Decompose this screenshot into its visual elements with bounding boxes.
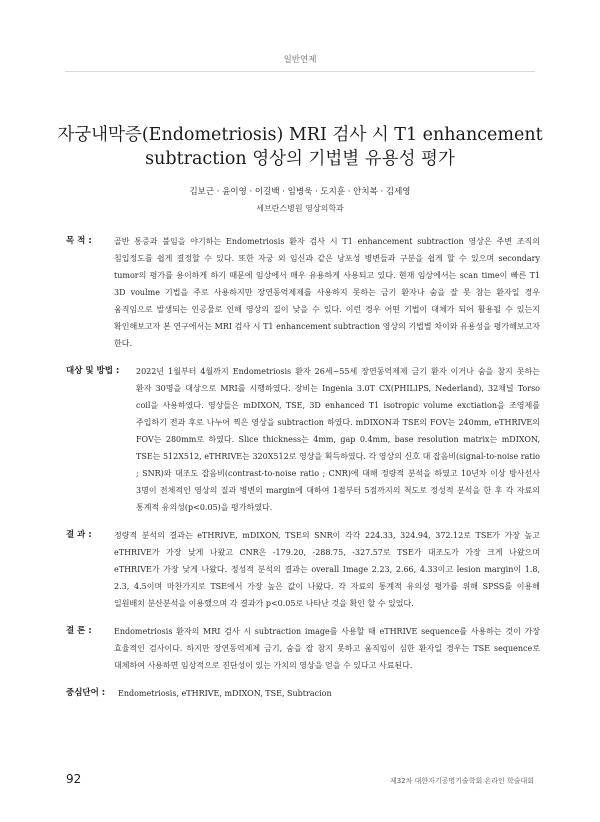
paper-title (40, 123, 560, 171)
section-conclusion (66, 623, 540, 674)
page-number: 92 (66, 772, 82, 786)
conference-name: 제32차 대한자기공명기술학회 온라인 학술대회 (389, 777, 534, 785)
section-methods (66, 363, 540, 516)
section-text-methods: 2022년 1월부터 4월까지 Endometriosis 환자 26세~55세 장연동억제제 금기 환자 이거나 숨을 참지 못하는 환자 30명을 대상으로 MRI를 시행하였다. 장비는 Ingenia 3.0T CX(PHILIPS, Nederland), 32채널 Torso coil을 사용하였다. 영상들은 mDIXON, TSE, 3D enhanced T1 isotropic volume exctiation을 조영제를 주입하기 전과 후로 나누어 찍은 영상을 subtraction 하였다. mDIXON과 TSE의 FOV는 240mm, eTHRIVE의 FOV는 280mm로 하였다. Slice thickness는 4mm, gap 0.4mm, base resolution matrix는 mDIXON, TSE는 512X512, eTHRIVE는 320X512로 영상을 획득하였다. 각 영상의 신호 대 잡음비(signal-to-noise ratio ; SNR)와 대조도 잡음비(contrast-to-noise ratio ; CNR)에 대해 정량적 분석을 하였고 10년차 이상 방사선사 3명이 전체적인 영상의 질과 병변의 margin에 대하여 1점부터 5점까지의 척도로 정성적 분석을 한 후 각 자료의 통계적 유의성(p<0.05)을 평가하였다. (136, 367, 540, 512)
section-keywords (66, 685, 540, 702)
header-divider (65, 71, 535, 72)
section-text-purpose: 골반 통증과 불임을 야기하는 Endometriosis 환자 검사 시 T1 enhancement subtraction 영상은 주변 조직의 침입정도를 쉽게 결정할 수 있다. 또한 자궁 외 임신과 같은 낭포성 병변들과 구분을 쉽게 할 수 있으며 secondary tumor의 평가를 용이하게 하기 때문에 임상에서 매우 유용하게 사용되고 있다. 현재 임상에서는 scan time이 빠른 T1 3D voulme 기법을 주로 사용하지만 장연동억제제를 사용하지 못하는 금기 환자나 숨을 잘 못 참는 환자일 경우 움직임으로 발생되는 인공물로 인해 영상의 질이 낮을 수 있다. 이런 경우 어떤 기법이 대체가 되어 활용될 수 있는지 확인해보고자 본 연구에서는 MRI 검사 시 T1 enhancement subtraction 영상의 기법별 차이와 유용성을 평가해보고자 한다. (114, 237, 540, 348)
title-line-2: subtraction 영상의 기법별 유용성 평가 (145, 149, 455, 169)
section-purpose (66, 233, 540, 352)
section-text-conclusion: Endometriosis 환자의 MRI 검사 시 subtraction image를 사용할 때 eTHRIVE sequence를 사용하는 것이 가장 효율적인 검사이다. 하지만 장연동억제제 금기, 숨을 잘 참지 못하고 움직임이 심한 환자일 경우는 TSE sequence로 대체하여 사용하면 임상적으로 진단성이 있는 가치의 영상을 얻을 수 있다고 사료된다. (114, 627, 540, 670)
section-text-results: 정량적 분석의 결과는 eTHRIVE, mDIXON, TSE의 SNR이 각각 224.33, 324.94, 372.12로 TSE가 가장 높고 eTHRIVE가 가장 낮게 나왔고 CNR은 -179.20, -288.75, -327.57로 TSE가 대조도가 가장 크게 나왔으며 eTHRIVE가 가장 낮게 나왔다. 정성적 분석의 결과는 overall Image 2.23, 2.66, 4.33이고 lesion margin이 1.8, 2.3, 4.5이며 마찬가지로 TSE에서 가장 높은 값이 나왔다. 각 자료의 통계적 유의성 평가를 위해 SPSS를 이용해 일원배치 분산분석을 이용했으며 각 결과가 p<0.05로 나타난 것을 확인 할 수 있었다. (114, 531, 540, 608)
section-label-results: 결 과 : (66, 530, 92, 540)
section-label-purpose: 목 적 : (66, 236, 92, 246)
affiliation: 세브란스병원 영상의학과 (256, 204, 344, 213)
section-label-conclusion: 결 론 : (66, 626, 92, 636)
section-label-methods: 대상 및 방법 : (66, 366, 120, 376)
section-results (66, 527, 540, 612)
section-label-keywords: 중심단어 : (66, 688, 106, 698)
section-category-header: 일반연제 (283, 55, 317, 65)
section-text-keywords: Endometriosis, eTHRIVE, mDIXON, TSE, Subtracion (118, 689, 332, 698)
abstract (66, 233, 540, 713)
title-line-1: 자궁내막증(Endometriosis) MRI 검사 시 T1 enhancement (57, 125, 543, 145)
author-list: 김보근 · 윤이영 · 이길백 · 임병욱 · 도지훈 · 안치복 · 김세영 (189, 187, 411, 197)
